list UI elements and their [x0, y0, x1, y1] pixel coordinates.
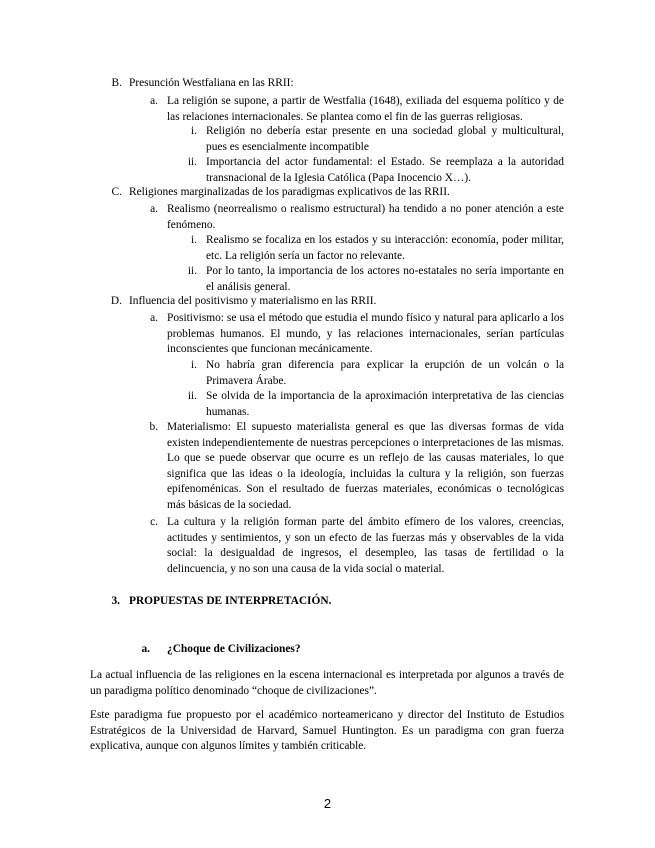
section-b-a-ii-marker: ii. — [187, 156, 197, 168]
body-paragraph-2: Este paradigma fue propuesto por el académico norteamericano y director del Instituto de Estudios Estratégicos de la Universidad de Harvard, Samuel Huntington. Es un paradigma con gran fuerza explicativa, aunque con algunos límites y también criticable. — [90, 709, 564, 753]
section-c-title: Religiones marginalizadas de los paradigmas explicativos de las RRII. — [129, 186, 450, 198]
section-b-a-i-marker: i. — [190, 125, 197, 137]
section-c-marker: C. — [111, 186, 122, 198]
body-paragraph-1: La actual influencia de las religiones en la escena internacional es interpretada por algunos a través de un paradigma político denominado “choque de civilizaciones”. — [90, 669, 564, 697]
section-c-a-text: Realismo (neorrealismo o realismo estructural) ha tendido a no poner atención a este fenómeno. — [167, 203, 564, 231]
subheading-marker: a. — [141, 643, 150, 655]
section-c-a-ii-marker: ii. — [187, 265, 197, 277]
section-d-b-marker: b. — [149, 421, 158, 433]
heading-3-title: PROPUESTAS DE INTERPRETACIÓN. — [129, 595, 332, 607]
subheading-title: ¿Choque de Civilizaciones? — [167, 643, 301, 655]
section-d-b-text: Materialismo: El supuesto materialista general es que las diversas formas de vida existen independientemente de nuestras percepciones o interpretaciones de las mismas. Lo que se puede observar que ocurre es un reflejo de las causas materiales, lo que significa que las ideas o la ideología, incluidas la cultura y la religión, son fuerzas epifenoménicas. Son el resultado de fuerzas materiales, económicas o tecnológicas más básicas de la sociedad. — [167, 421, 564, 511]
section-b-a-i-text: Religión no debería estar presente en una sociedad global y multicultural, pues es esencialmente incompatible — [206, 125, 564, 153]
section-d-a-marker: a. — [150, 312, 158, 324]
section-c-a-i-text: Realismo se focaliza en los estados y su interacción: economía, poder militar, etc. La religión sería un factor no relevante. — [206, 234, 564, 262]
page-number: 2 — [323, 796, 332, 811]
section-c-a-marker: a. — [150, 203, 158, 215]
section-d-a-ii-text: Se olvida de la importancia de la aproximación interpretativa de las ciencias humanas. — [206, 390, 564, 418]
section-b-a-marker: a. — [150, 95, 158, 107]
section-c-a-i-marker: i. — [190, 234, 197, 246]
section-b-a-text: La religión se supone, a partir de Westfalia (1648), exiliada del esquema político y de las relaciones internacionales. Se plantea como el fin de las guerras religiosas. — [167, 95, 564, 123]
section-d-marker: D. — [110, 295, 122, 307]
section-d-title: Influencia del positivismo y materialismo en las RRII. — [129, 295, 377, 307]
section-d-a-text: Positivismo: se usa el método que estudia el mundo físico y natural para aplicarlo a los problemas humanos. El mundo, y las relaciones internacionales, serían partículas inconscientes que funcionan mecánicamente. — [167, 312, 564, 356]
section-b-marker: B. — [111, 77, 122, 89]
section-b-a-ii-text: Importancia del actor fundamental: el Estado. Se reemplaza a la autoridad transnacional de la Iglesia Católica (Papa Inocencio X…). — [206, 156, 564, 184]
section-b-title: Presunción Westfaliana en las RRII: — [129, 77, 294, 89]
heading-3-marker: 3. — [111, 595, 120, 607]
section-d-a-ii-marker: ii. — [187, 390, 197, 402]
section-d-c-marker: c. — [150, 516, 158, 528]
section-c-a-ii-text: Por lo tanto, la importancia de los actores no-estatales no sería importante en el análisis general. — [206, 265, 564, 293]
section-d-a-i-marker: i. — [190, 359, 197, 371]
section-d-a-i-text: No habría gran diferencia para explicar la erupción de un volcán o la Primavera Árabe. — [206, 359, 564, 387]
section-d-c-text: La cultura y la religión forman parte del ámbito efímero de los valores, creencias, actitudes y sentimientos, y son un efecto de las fuerzas más y observables de la vida social: la desigualdad de ingresos, el desempleo, las tasas de fertilidad o la delincuencia, y no son una causa de la vida social o material. — [167, 516, 564, 575]
